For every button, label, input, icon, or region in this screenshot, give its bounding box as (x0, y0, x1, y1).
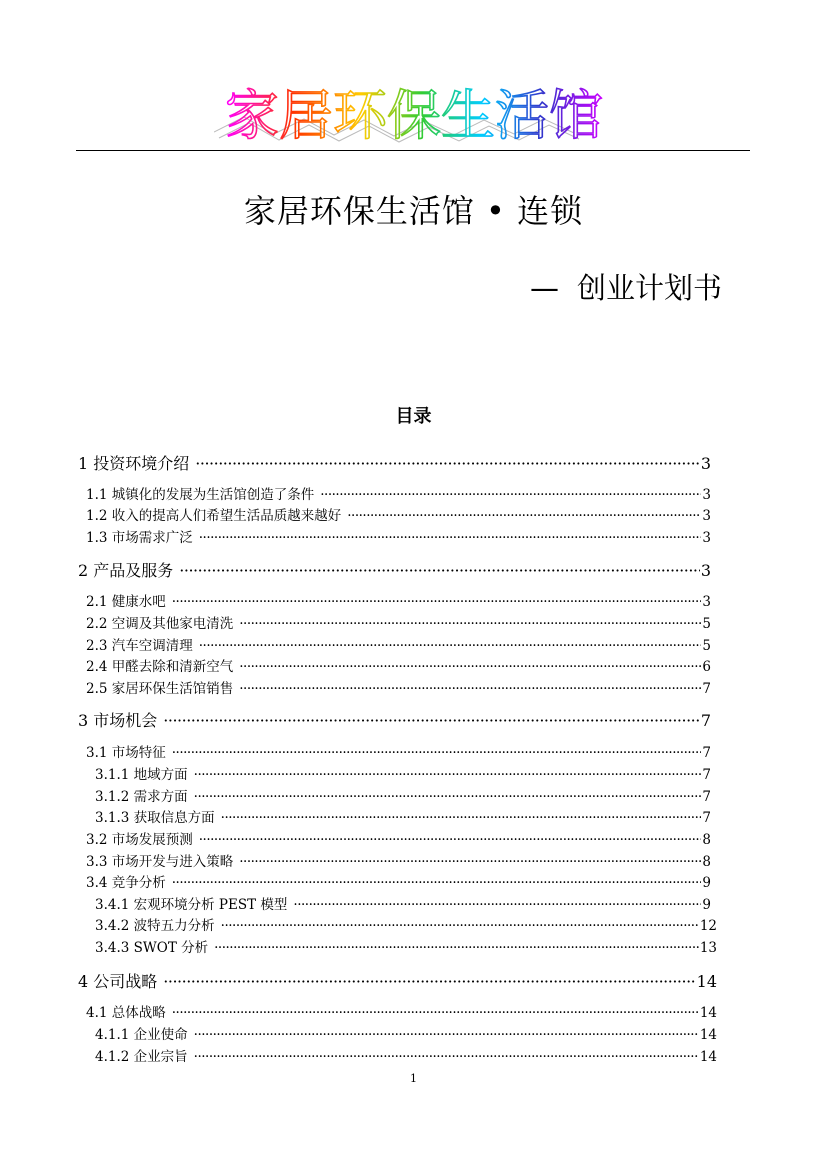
logo-text: 家居环保生活馆 (224, 84, 603, 147)
toc-entry[interactable]: 3.3 市场开发与进入策略 ····· 8 (86, 850, 711, 870)
toc-entry[interactable]: 1.1 城镇化的发展为生活馆创造了条件 ····· 3 (86, 483, 711, 503)
toc-entry[interactable]: 3.2 市场发展预测 ····· 8 (86, 828, 711, 848)
toc-entry[interactable]: 1.2 收入的提高人们希望生活品质越来越好 ····· 3 (86, 504, 711, 524)
document-title: 家居环保生活馆 • 连锁 (243, 192, 584, 230)
toc-entry[interactable]: 2.3 汽车空调清理 ····· 5 (86, 634, 711, 654)
page-number: 1 (410, 1072, 417, 1085)
toc-entry[interactable]: 3.4.1 宏观环境分析 PEST 模型 ····· 9 (95, 893, 711, 913)
toc-entry[interactable]: 3.4.3 SWOT 分析 ····· 13 (95, 936, 717, 956)
toc-heading: 目录 (395, 406, 432, 427)
toc-entry[interactable]: 2.2 空调及其他家电清洗 ····· 5 (86, 612, 711, 632)
subtitle-text: 创业计划书 (576, 271, 722, 305)
toc-entry[interactable]: 3.1 市场特征 ····· 7 (86, 741, 711, 761)
toc-entry[interactable]: 1 投资环境介绍 ····· 3 (78, 451, 711, 474)
toc-entry[interactable]: 2.5 家居环保生活馆销售 ····· 7 (86, 677, 711, 697)
toc-entry[interactable]: 3.4 竞争分析 ····· 9 (86, 871, 711, 891)
toc-entry[interactable]: 3.1.1 地域方面 ····· 7 (95, 763, 711, 783)
toc-entry[interactable]: 4.1.1 企业使命 ····· 14 (95, 1023, 717, 1043)
toc-entry[interactable]: 3.4.2 波特五力分析 ····· 12 (95, 914, 717, 934)
toc-entry[interactable]: 1.3 市场需求广泛 ····· 3 (86, 526, 711, 546)
toc-entry[interactable]: 2.4 甲醛去除和清新空气 ····· 6 (86, 655, 711, 675)
toc-entry[interactable]: 4.1.2 企业宗旨 ····· 14 (95, 1045, 717, 1065)
toc-entry[interactable]: 2 产品及服务 ····· 3 (78, 558, 711, 581)
toc-entry[interactable]: 4 公司战略 ····· 14 (78, 969, 717, 992)
toc-entry[interactable]: 3.1.3 获取信息方面 ····· 7 (95, 806, 711, 826)
subtitle-dash: — (529, 271, 559, 305)
toc-entry[interactable]: 3.1.2 需求方面 ····· 7 (95, 785, 711, 805)
toc-entry[interactable]: 3 市场机会 ····· 7 (78, 708, 711, 731)
toc-entry[interactable]: 2.1 健康水吧 ····· 3 (86, 590, 711, 610)
toc-entry[interactable]: 4.1 总体战略 ····· 14 (86, 1001, 717, 1021)
